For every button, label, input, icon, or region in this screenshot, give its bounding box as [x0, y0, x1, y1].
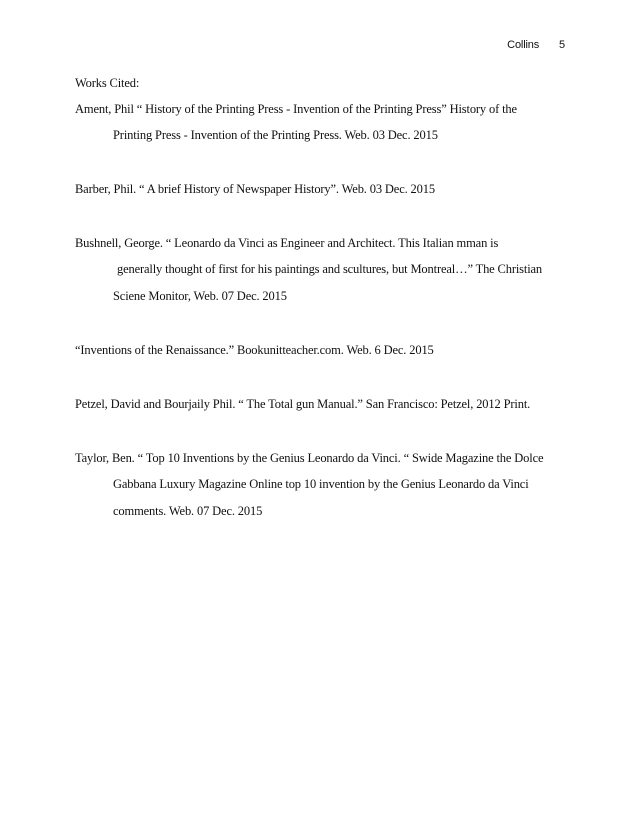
citation-line: Petzel, David and Bourjaily Phil. “ The Total gun Manual.” San Francisco: Petzel, 2012 Print.	[75, 397, 531, 411]
citation-line: generally thought of first for his paintings and scultures, but Montreal…” The Christian	[117, 262, 543, 276]
citation-line: Barber, Phil. “ A brief History of Newspaper History”. Web. 03 Dec. 2015	[75, 182, 435, 196]
author-surname: Collins	[507, 39, 540, 51]
citation-line: “Inventions of the Renaissance.” Bookunitteacher.com. Web. 6 Dec. 2015	[75, 343, 434, 357]
running-head	[507, 39, 565, 51]
citation-line: Printing Press - Invention of the Printing Press. Web. 03 Dec. 2015	[113, 128, 438, 142]
citation-line: comments. Web. 07 Dec. 2015	[113, 504, 263, 518]
citation-line: Bushnell, George. “ Leonardo da Vinci as Engineer and Architect. This Italian mman is	[75, 236, 499, 250]
citation-line: Ament, Phil “ History of the Printing Press - Invention of the Printing Press” History of the	[75, 102, 517, 116]
citation-line: Taylor, Ben. “ Top 10 Inventions by the Genius Leonardo da Vinci. “ Swide Magazine the Dolce	[75, 451, 544, 465]
works-cited-heading: Works Cited:	[75, 76, 140, 90]
citation-line: Sciene Monitor, Web. 07 Dec. 2015	[113, 289, 287, 303]
citation-line: Gabbana Luxury Magazine Online top 10 invention by the Genius Leonardo da Vinci	[113, 477, 529, 491]
page-number: 5	[559, 39, 565, 51]
